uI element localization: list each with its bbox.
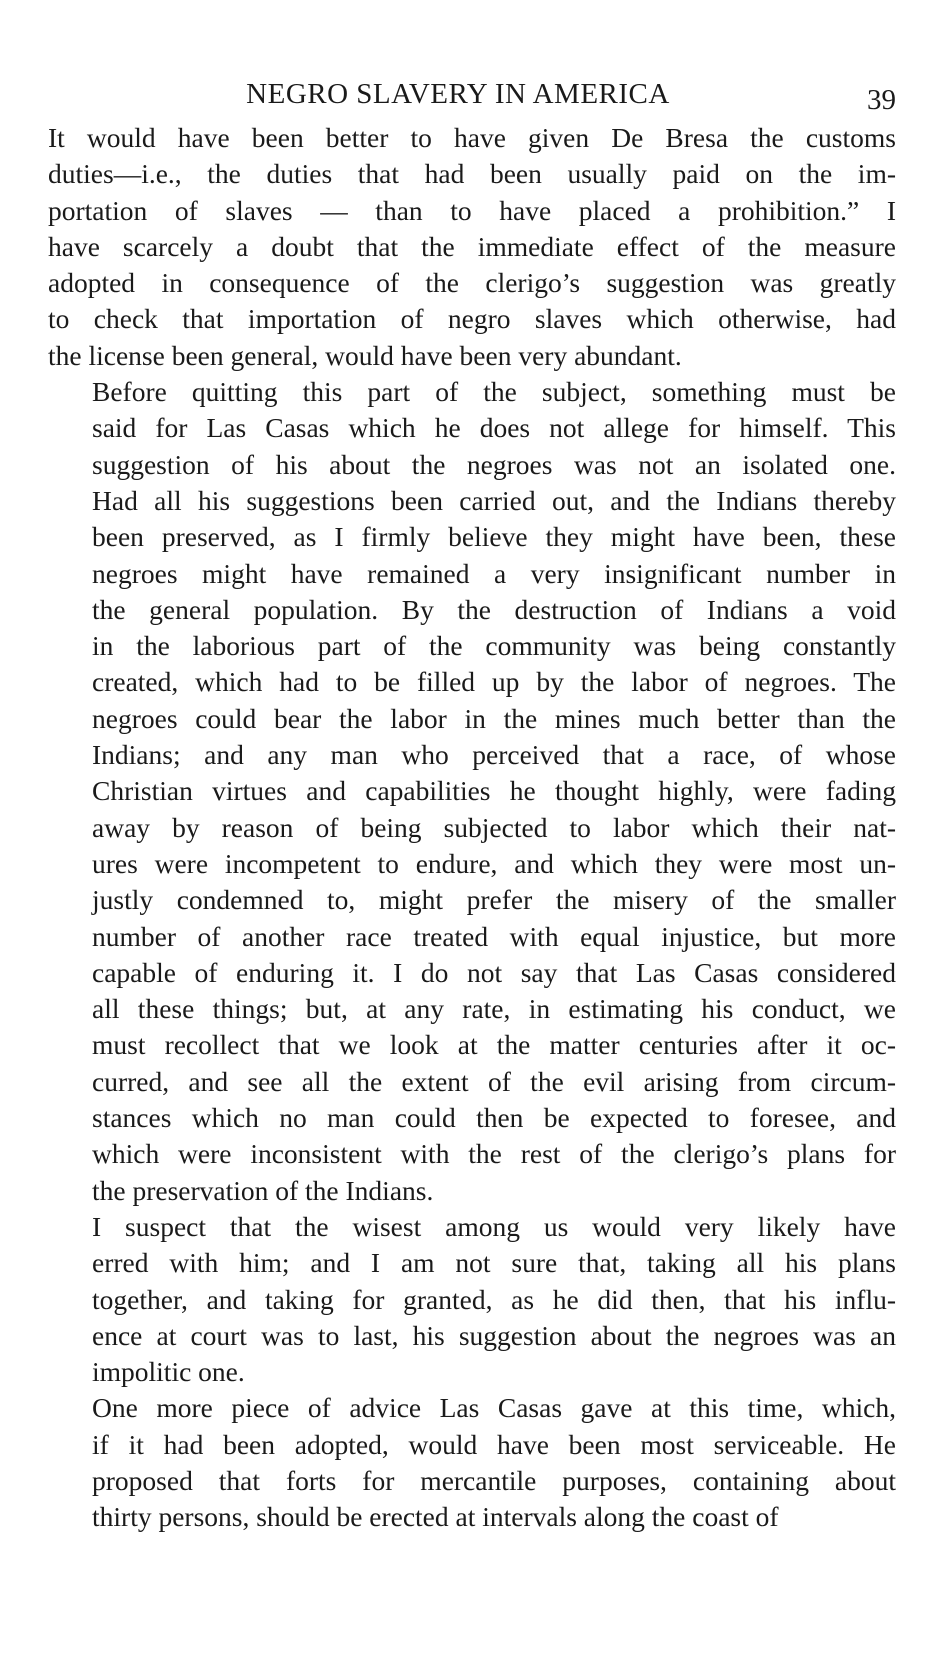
running-title: NEGRO SLAVERY IN AMERICA [246,78,670,110]
text-line: created, which had to be filled up by the labor of negroes. The [92,666,896,698]
text-line: to check that importation of negro slaves which otherwise, had [48,303,896,335]
text-line: if it had been adopted, would have been most serviceable. He [92,1428,896,1460]
body-text [48,120,896,1536]
text-line: the preservation of the Indians. [92,1174,434,1206]
text-line: which were inconsistent with the rest of the clerigo’s plans for [92,1138,896,1170]
text-line: One more piece of advice Las Casas gave at this time, which, [92,1392,896,1424]
text-line: adopted in consequence of the clerigo’s suggestion was greatly [48,267,896,299]
text-line: negroes could bear the labor in the mines much better than the [92,702,896,734]
paragraph [48,374,896,1209]
text-line: number of another race treated with equal injustice, but more [92,920,896,952]
text-line: justly condemned to, might prefer the misery of the smaller [92,884,896,916]
text-line: ures were incompetent to endure, and which they were most un- [92,847,896,879]
text-line: proposed that forts for mercantile purposes, containing about [92,1464,896,1496]
paragraph [48,1390,896,1535]
text-line: suggestion of his about the negroes was not an isolated one. [92,448,896,480]
text-line: thirty persons, should be erected at intervals along the coast of [92,1501,779,1533]
text-line: together, and taking for granted, as he did then, that his influ- [92,1283,896,1315]
text-line: Before quitting this part of the subject, something must be [92,376,896,408]
text-line: I suspect that the wisest among us would very likely have [92,1210,896,1242]
text-line: all these things; but, at any rate, in estimating his conduct, we [92,993,896,1025]
page-number: 39 [867,84,896,116]
text-line: been preserved, as I firmly believe they might have been, these [92,521,896,553]
paragraph [48,1209,896,1390]
text-line: erred with him; and I am not sure that, taking all his plans [92,1247,896,1279]
text-line: have scarcely a doubt that the immediate effect of the measure [48,230,896,262]
text-line: Had all his suggestions been carried out, and the Indians thereby [92,484,896,516]
text-line: stances which no man could then be expected to foresee, and [92,1102,896,1134]
text-line: capable of enduring it. I do not say that Las Casas considered [92,956,896,988]
text-line: portation of slaves — than to have placed a prohibition.” I [48,194,896,226]
text-line: impolitic one. [92,1356,245,1388]
text-line: Indians; and any man who perceived that a race, of whose [92,739,896,771]
text-line: curred, and see all the extent of the evil arising from circum- [92,1065,896,1097]
book-page [48,70,896,1536]
text-line: must recollect that we look at the matter centuries after it oc- [92,1029,896,1061]
paragraph [48,120,896,374]
text-line: in the laborious part of the community was being constantly [92,630,896,662]
text-line: the general population. By the destruction of Indians a void [92,593,896,625]
text-line: said for Las Casas which he does not allege for himself. This [92,412,896,444]
text-line: away by reason of being subjected to labor which their nat- [92,811,896,843]
text-line: the license been general, would have been very abundant. [48,339,682,371]
text-line: duties—i.e., the duties that had been usually paid on the im- [48,158,896,190]
text-line: ence at court was to last, his suggestion about the negroes was an [92,1319,896,1351]
text-line: It would have been better to have given De Bresa the customs [48,122,896,153]
text-line: Christian virtues and capabilities he thought highly, were fading [92,775,896,807]
text-line: negroes might have remained a very insignificant number in [92,557,896,589]
running-head [48,70,896,118]
